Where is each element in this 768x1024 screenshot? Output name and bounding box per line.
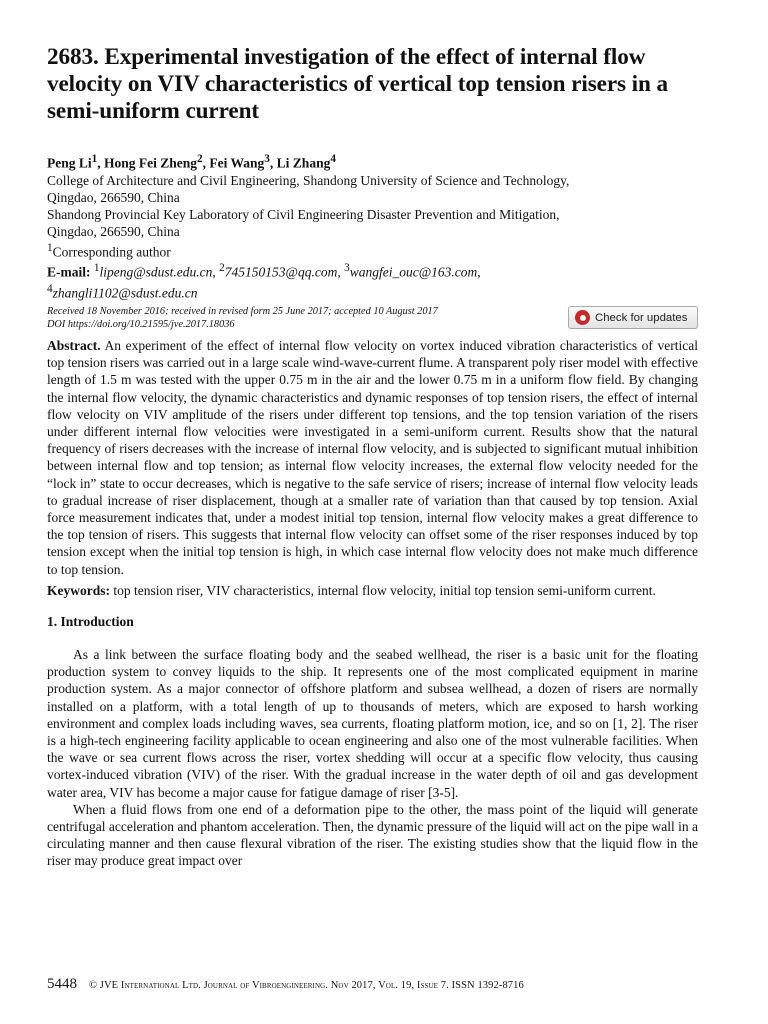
abstract-label: Abstract.	[47, 338, 101, 353]
affiliation-line: Shandong Provincial Key Laboratory of Civil Engineering Disaster Prevention and Mitigation,	[47, 206, 560, 222]
doi-link[interactable]: DOI https://doi.org/10.21595/jve.2017.18036	[47, 319, 235, 330]
email-sup: 2	[219, 262, 225, 274]
abstract-text: An experiment of the effect of internal flow velocity on vortex induced vibration characteristics of vertical top tension risers was carried out in a large scale wind-wave-current flume. A transparent poly riser model with effective length of 1.5 m was tested with the upper 0.75 m in the air and the lower 0.75 m in a uniform flow field. By changing the internal flow velocity, the dynamic characteristics and dynamic responses of top tension risers, the effect of internal flow velocity on VIV amplitude of the risers under different top tensions, and the top tension variation of the risers under different internal flow velocities were investigated in a semi-uniform current. Results show that the natural frequency of risers decreases with the increase of internal flow velocity, and is subjected to significant mutual inhibition between internal flow and top tension; as internal flow velocity increases, the external flow velocity needed for the “lock in” state to occur decreases, which is negative to the safe service of risers; increase of internal flow velocity leads to gradual increase of riser displacement, though at a smaller rate of variation than that caused by top tension. Axial force measurement indicates that, under a modest initial top tension, internal flow velocity makes a great difference to the top tension of risers. This suggests that internal flow velocity can offset some of the riser responses induced by top tension except when the initial top tension is high, in which case internal flow velocity does not make much difference to top tension.	[47, 338, 698, 577]
journal-footer-text: © JVE International Ltd. Journal of Vibroengineering. Nov 2017, Vol. 19, Issue 7. ISSN 1392-8716	[89, 980, 524, 991]
author-name: Fei Wang	[209, 155, 265, 171]
check-for-updates-button[interactable]	[568, 306, 698, 329]
email-sup: 4	[47, 282, 53, 295]
email-sup: 1	[93, 262, 100, 274]
corresponding-text: Corresponding author	[52, 244, 171, 259]
affiliation-line: College of Architecture and Civil Engineering, Shandong University of Science and Technology,	[47, 172, 570, 188]
author-sup: 1	[91, 153, 98, 165]
email-link[interactable]: zhangli1102@sdust.edu.cn	[52, 285, 198, 300]
author-list: Peng Li$^1$, Hong Fei Zheng$^2$, Fei Wang$^3$, Li Zhang$^4$	[47, 153, 336, 171]
affiliation-line: Qingdao, 266590, China	[47, 223, 180, 239]
abstract	[47, 337, 698, 578]
email-sup: 3	[344, 262, 350, 274]
page-number: 5448	[47, 976, 77, 992]
author-sup: 4	[330, 153, 336, 165]
section-heading: 1. Introduction	[47, 614, 134, 630]
update-icon	[575, 310, 590, 325]
email-link[interactable]: wangfei_ouc@163.com	[349, 264, 478, 280]
email-link[interactable]: lipeng@sdust.edu.cn	[99, 264, 213, 280]
email-line: E-mail: $^1$lipeng@sdust.edu.cn, $^2$745150153@qq.com, $^3$wangfei_ouc@163.com, $^4$zhangli1102@sdust.edu.cn	[47, 262, 481, 300]
received-dates: Received 18 November 2016; received in revised form 25 June 2017; accepted 10 August 2017	[47, 306, 438, 317]
author-sup: 2	[197, 153, 203, 165]
check-for-updates-label: Check for updates	[595, 311, 688, 324]
keywords-label: Keywords:	[47, 582, 110, 598]
dates-row	[47, 305, 698, 337]
keywords-text: top tension riser, VIV characteristics, internal flow velocity, initial top tension semi-uniform current.	[113, 582, 656, 598]
author-sup: 3	[264, 153, 270, 165]
keywords	[47, 582, 698, 599]
body-paragraph: When a fluid flows from one end of a deformation pipe to the other, the mass point of the liquid will generate centrifugal acceleration and phantom acceleration. Then, the dynamic pressure of the liquid will act on the pipe wall in a circulating manner and then cause flexural vibration of the riser. The existing studies show that the liquid flow in the riser may produce great impact over	[47, 801, 698, 869]
corresponding-sup: 1	[47, 241, 53, 254]
corresponding-author	[47, 240, 698, 261]
paper-title: 2683. Experimental investigation of the effect of internal flow velocity on VIV characteristics of vertical top tension risers in a semi-uniform current	[47, 44, 668, 124]
author-name: Li Zhang	[276, 155, 331, 171]
body-paragraph: As a link between the surface floating body and the seabed wellhead, the riser is a basic unit for the floating production system to convey liquids to the ship. It represents one of the most complicated equipment in marine production system. As a major connector of offshore platform and subsea wellhead, a dozen of risers are normally installed on a platform, with a total length of up to thousands of meters, which are exposed to harsh working environment and complex loads including waves, sea currents, floating platform motion, ice, and so on [1, 2]. The riser is a high-tech engineering facility applicable to ocean engineering and also one of the most vulnerable facilities. When the wave or sea current flows across the riser, vortex shedding will occur at a specific flow velocity, thus causing vortex-induced vibration (VIV) of the riser. With the gradual increase in the water depth of oil and gas development water area, VIV has become a major cause for fatigue damage of riser [3-5].	[47, 647, 698, 800]
email-label: E-mail:	[47, 264, 91, 280]
page-footer	[47, 976, 707, 993]
author-name: Hong Fei Zheng	[104, 155, 198, 171]
email-link[interactable]: 745150153@qq.com	[224, 264, 338, 280]
author-name: Peng Li	[47, 155, 92, 171]
paper-page	[47, 44, 698, 870]
affiliation-line: Qingdao, 266590, China	[47, 189, 180, 205]
